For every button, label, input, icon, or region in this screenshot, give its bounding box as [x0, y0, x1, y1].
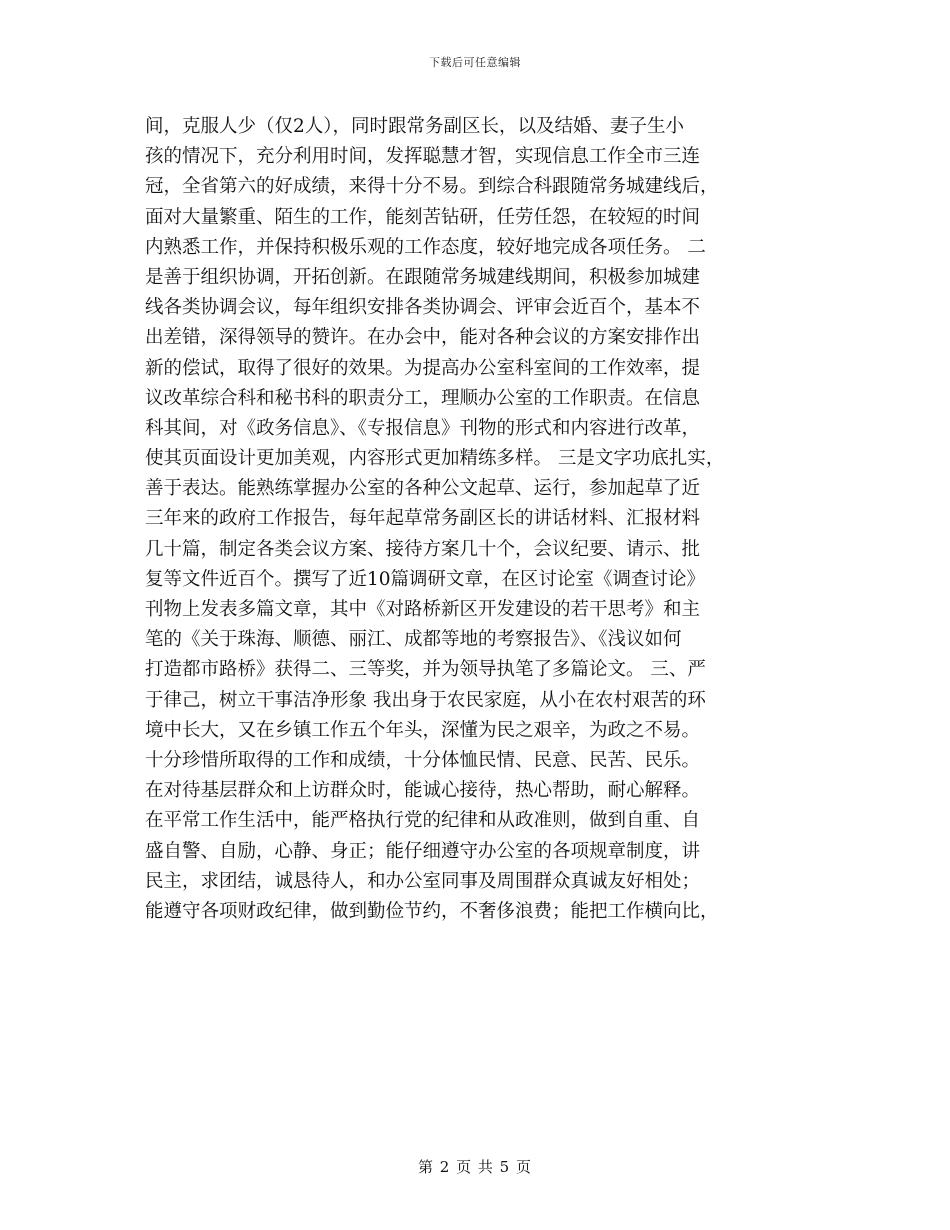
text-line: 十分珍惜所取得的工作和成绩，十分体恤民情、民意、民苦、民乐。: [145, 749, 701, 771]
text-line: 面对大量繁重、陌生的工作，能刻苦钻研，任劳任怨，在较短的时间: [145, 206, 701, 228]
text-line: 使其页面设计更加美观，内容形式更加精练多样。 三是文字功底扎实，: [145, 448, 725, 470]
page-header: 下载后可任意编辑: [429, 56, 521, 69]
text-line: 是善于组织协调，开拓创新。在跟随常务城建线期间，积极参加城建: [145, 266, 701, 288]
text-line: 间，克服人少（仅2人），同时跟常务副区长，以及结婚、妻子生小: [145, 116, 685, 137]
text-line: 善于表达。能熟练掌握办公室的各种公文起草、运行，参加起草了近: [145, 478, 701, 500]
text-line: 于律己，树立干事洁净形象 我出身于农民家庭，从小在农村艰苦的环: [145, 689, 706, 711]
page-footer: 第 2 页 共 5 页: [418, 1158, 532, 1176]
text-line: 孩的情况下，充分利用时间，发挥聪慧才智，实现信息工作全市三连: [145, 146, 701, 168]
text-line: 冠，全省第六的好成绩，来得十分不易。到综合科跟随常务城建线后，: [145, 176, 719, 198]
text-line: 在对待基层群众和上访群众时，能诚心接待，热心帮助，耐心解释。: [145, 780, 701, 802]
text-line: 几十篇，制定各类会议方案、接待方案几十个，会议纪要、请示、批: [145, 538, 701, 560]
text-line: 能遵守各项财政纪律，做到勤俭节约，不奢侈浪费；能把工作横向比，: [145, 900, 719, 922]
text-line: 刊物上发表多篇文章，其中《对路桥新区开发建设的若干思考》和主: [145, 599, 701, 620]
text-line: 民主，求团结，诚恳待人，和办公室同事及周围群众真诚友好相处；: [145, 870, 701, 892]
text-line: 在平常工作生活中，能严格执行党的纪律和从政准则，做到自重、自: [145, 810, 701, 832]
text-line: 议改革综合科和秘书科的职责分工，理顺办公室的工作职责。在信息: [145, 387, 701, 409]
text-line: 盛自警、自励，心静、身正；能仔细遵守办公室的各项规章制度，讲: [145, 840, 701, 862]
text-line: 科其间，对《政务信息》、《专报信息》刊物的形式和内容进行改革，: [145, 417, 701, 439]
text-line: 内熟悉工作，并保持积极乐观的工作态度，较好地完成各项任务。 二: [145, 236, 706, 258]
text-line: 打造都市路桥》获得二、三等奖，并为领导执笔了多篇论文。 三、严: [145, 659, 706, 681]
text-line: 线各类协调会议，每年组织安排各类协调会、评审会近百个，基本不: [145, 297, 701, 319]
text-line: 复等文件近百个。撰写了近10篇调研文章，在区讨论室《调查讨论》: [145, 568, 706, 590]
text-line: 出差错，深得领导的赞许。在办会中，能对各种会议的方案安排作出: [145, 327, 701, 349]
text-line: 三年来的政府工作报告，每年起草常务副区长的讲话材料、汇报材料: [145, 508, 701, 530]
text-line: 笔的《关于珠海、顺德、丽江、成都等地的考察报告》、《浅议如何: [145, 629, 682, 651]
body-text: [145, 112, 825, 927]
text-line: 新的偿试，取得了很好的效果。为提高办公室科室间的工作效率，提: [145, 357, 701, 379]
text-line: 境中长大，又在乡镇工作五个年头，深懂为民之艰辛，为政之不易。: [145, 719, 701, 741]
